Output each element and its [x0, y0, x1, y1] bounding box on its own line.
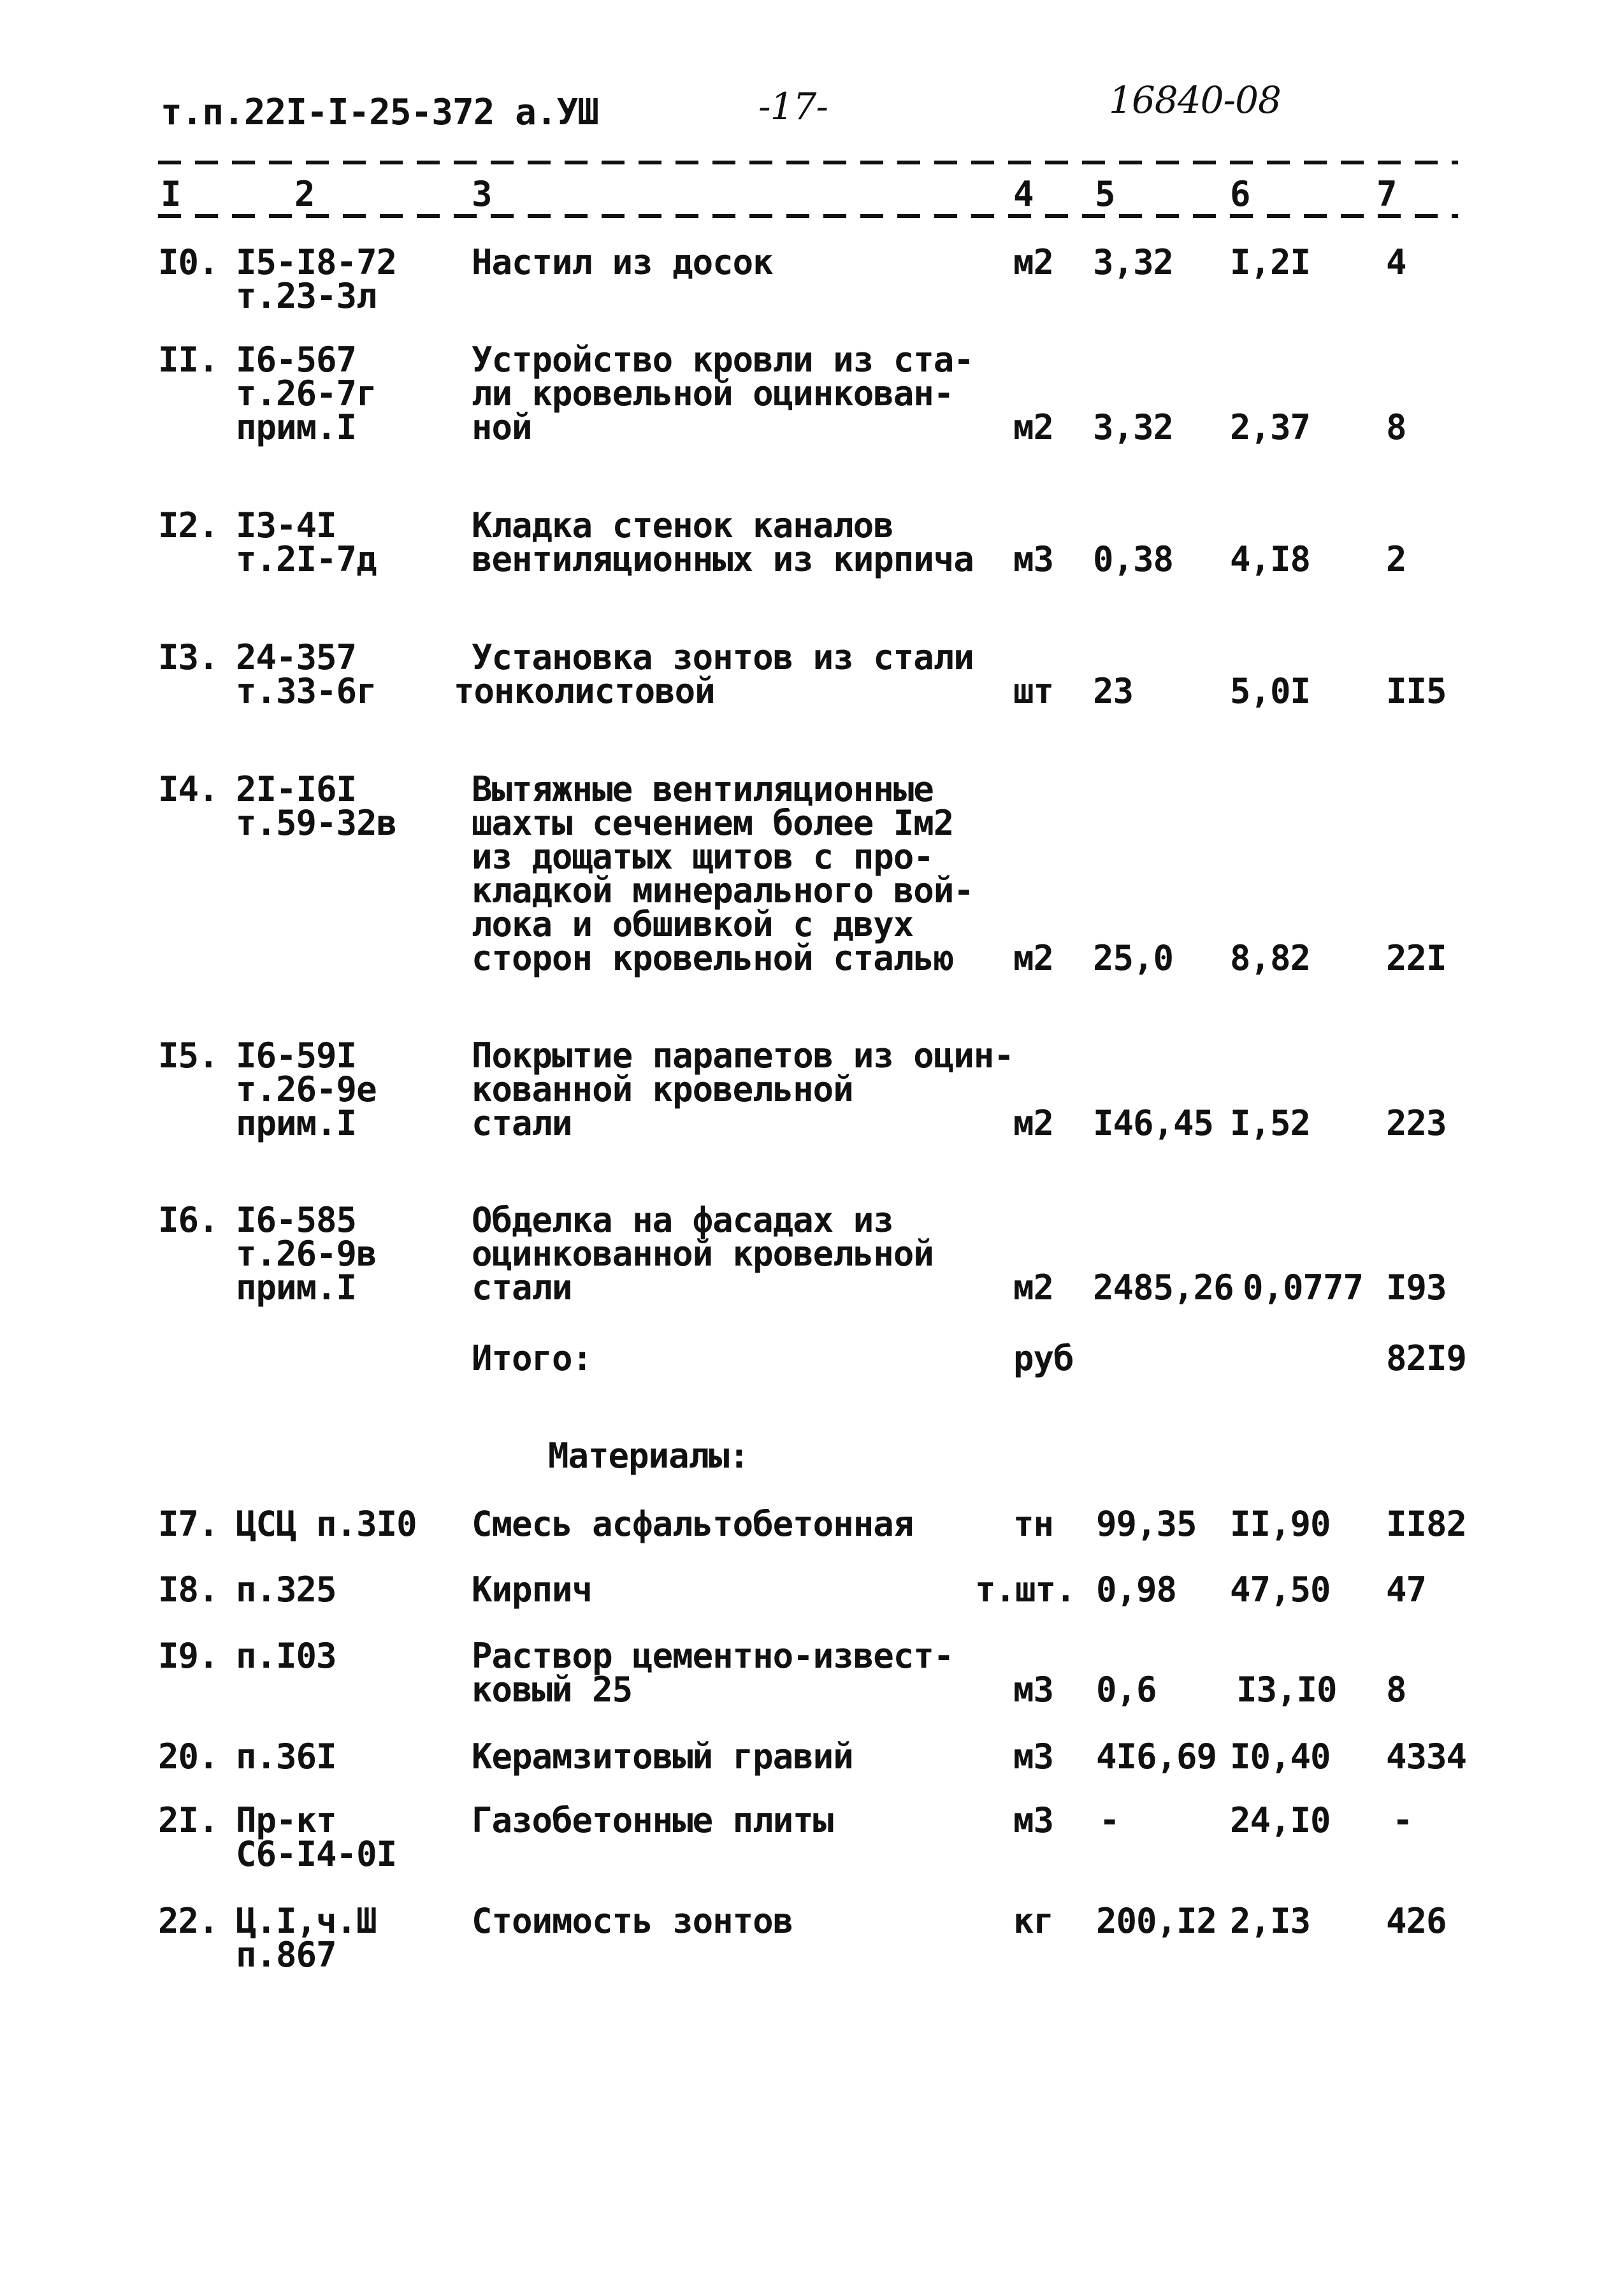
row-number: I4. [158, 769, 219, 809]
unit-price: 24,I0 [1230, 1800, 1331, 1840]
quantity: 3,32 [1093, 407, 1174, 447]
quantity: 4I6,69 [1096, 1736, 1217, 1777]
unit-price: 0,0777 [1243, 1267, 1364, 1308]
quantity: 0,38 [1093, 539, 1174, 579]
header-divider-bottom [158, 214, 1458, 218]
doc-reference: т.п.22I-I-25-372 а.УШ [161, 92, 599, 133]
total-cost: II5 [1386, 671, 1447, 711]
quantity: 25,0 [1093, 938, 1174, 978]
unit-price: 2,I3 [1230, 1901, 1311, 1941]
total-cost: 47 [1386, 1570, 1427, 1610]
column-number: 7 [1376, 174, 1397, 214]
work-description: Устройство кровли из ста- [472, 340, 974, 380]
total-cost: 2 [1386, 539, 1406, 579]
unit: м3 [1013, 1670, 1054, 1710]
work-description: вентиляционных из кирпича [472, 539, 974, 579]
work-description: Обделка на фасадах из [472, 1200, 893, 1240]
unit-price: 2,37 [1230, 407, 1311, 447]
quantity: 0,98 [1096, 1570, 1177, 1610]
row-number: I7. [158, 1504, 219, 1544]
work-description: Покрытие парапетов из оцин- [472, 1036, 1014, 1076]
total-cost: 22I [1386, 938, 1447, 978]
material-description: Стоимость зонтов [472, 1901, 793, 1941]
material-description: Кирпич [472, 1570, 593, 1610]
column-number: 4 [1013, 174, 1034, 214]
unit: м3 [1013, 539, 1054, 579]
rate-code: I3-4I [236, 505, 336, 545]
material-description: Раствор цементно-извест- [472, 1636, 954, 1676]
rate-code: I6-567 [236, 340, 357, 380]
material-description: Керамзитовый гравий [472, 1736, 853, 1777]
quantity: 3,32 [1093, 242, 1174, 282]
work-description: Настил из досок [472, 242, 773, 282]
quantity: 2485,26 [1093, 1267, 1234, 1308]
row-number: II. [158, 340, 219, 380]
work-description: Установка зонтов из стали [472, 637, 974, 677]
total-cost: 8 [1386, 1670, 1406, 1710]
rate-code: прим.I [236, 407, 357, 447]
rate-code: п.325 [236, 1570, 336, 1610]
rate-code: 24-357 [236, 637, 357, 677]
rate-code: I6-585 [236, 1200, 357, 1240]
rate-code: прим.I [236, 1103, 357, 1143]
work-description: Кладка стенок каналов [472, 505, 893, 545]
total-cost: 8 [1386, 407, 1406, 447]
rate-code: т.59-32в [236, 803, 397, 843]
unit: м2 [1013, 1267, 1054, 1308]
quantity: 23 [1093, 671, 1134, 711]
total-cost: 4334 [1386, 1736, 1467, 1777]
rate-code: т.26-9в [236, 1234, 377, 1274]
rate-code: Ц.I,ч.Ш [236, 1901, 377, 1941]
unit-price: I,52 [1230, 1103, 1311, 1143]
rate-code: прим.I [236, 1267, 357, 1308]
subtotal-total: 82I9 [1386, 1338, 1467, 1378]
rate-code: п.I03 [236, 1636, 336, 1676]
total-cost: 4 [1386, 242, 1406, 282]
unit: тн [1013, 1504, 1054, 1544]
rate-code: п.867 [236, 1935, 336, 1975]
row-number: I6. [158, 1200, 219, 1240]
unit-price: I0,40 [1230, 1736, 1331, 1777]
quantity: 99,35 [1096, 1504, 1197, 1544]
unit: кг [1013, 1901, 1054, 1941]
material-description: Газобетонные плиты [472, 1800, 834, 1840]
unit: м3 [1013, 1800, 1054, 1840]
unit-price: I3,I0 [1236, 1670, 1337, 1710]
row-number: I0. [158, 242, 219, 282]
row-number: I8. [158, 1570, 219, 1610]
rate-code: т.26-9е [236, 1069, 377, 1109]
row-number: 20. [158, 1736, 219, 1777]
total-cost: I93 [1386, 1267, 1447, 1308]
unit-price: 5,0I [1230, 671, 1311, 711]
unit: м2 [1013, 242, 1054, 282]
work-description: стали [472, 1267, 572, 1308]
rate-code: т.33-6г [236, 671, 377, 711]
work-description: тонколистовой [454, 671, 715, 711]
work-description: шахты сечением более Iм2 [472, 803, 954, 843]
work-description: оцинкованной кровельной [472, 1234, 934, 1274]
unit-price: 8,82 [1230, 938, 1311, 978]
work-description: ли кровельной оцинкован- [472, 373, 954, 414]
work-description: сторон кровельной сталью [472, 938, 954, 978]
subtotal-unit: руб [1013, 1338, 1074, 1378]
unit-price: II,90 [1230, 1504, 1331, 1544]
work-description: стали [472, 1103, 572, 1143]
column-number: 2 [294, 174, 315, 214]
unit: шт [1013, 671, 1054, 711]
material-description: ковый 25 [472, 1670, 633, 1710]
work-description: Вытяжные вентиляционные [472, 769, 934, 809]
row-number: 2I. [158, 1800, 219, 1840]
total-cost: II82 [1386, 1504, 1467, 1544]
rate-code: Пр-кт [236, 1800, 336, 1840]
unit: м3 [1013, 1736, 1054, 1777]
page-number: -17- [758, 85, 828, 128]
column-number: I [161, 174, 181, 214]
rate-code: ЦСЦ п.3I0 [236, 1504, 417, 1544]
rate-code: С6-I4-0I [236, 1834, 397, 1874]
rate-code: I6-59I [236, 1036, 357, 1076]
unit: м2 [1013, 1103, 1054, 1143]
column-number: 5 [1095, 174, 1115, 214]
quantity: 200,I2 [1096, 1901, 1217, 1941]
quantity: 0,6 [1096, 1670, 1157, 1710]
header-divider-top [158, 161, 1458, 164]
handwritten-code: 16840-08 [1109, 78, 1281, 122]
work-description: лока и обшивкой с двух [472, 904, 914, 944]
unit: м2 [1013, 407, 1054, 447]
materials-heading: Материалы: [548, 1436, 749, 1476]
row-number: I5. [158, 1036, 219, 1076]
rate-code: т.23-3л [236, 276, 377, 316]
column-number: 6 [1230, 174, 1250, 214]
unit-price: I,2I [1230, 242, 1311, 282]
unit-price: 4,I8 [1230, 539, 1311, 579]
row-number: I2. [158, 505, 219, 545]
row-number: I3. [158, 637, 219, 677]
quantity: - [1099, 1800, 1120, 1840]
total-cost: 426 [1386, 1901, 1447, 1941]
row-number: I9. [158, 1636, 219, 1676]
unit: т.шт. [975, 1570, 1076, 1610]
work-description: кладкой минерального вой- [472, 870, 974, 911]
rate-code: 2I-I6I [236, 769, 357, 809]
total-cost: - [1392, 1800, 1413, 1840]
subtotal-label: Итого: [472, 1338, 593, 1378]
rate-code: I5-I8-72 [236, 242, 397, 282]
column-number: 3 [472, 174, 492, 214]
work-description: ной [472, 407, 532, 447]
quantity: I46,45 [1093, 1103, 1214, 1143]
unit-price: 47,50 [1230, 1570, 1331, 1610]
material-description: Смесь асфальтобетонная [472, 1504, 914, 1544]
rate-code: т.26-7г [236, 373, 377, 414]
work-description: из дощатых щитов с про- [472, 837, 934, 877]
rate-code: п.36I [236, 1736, 336, 1777]
work-description: кованной кровельной [472, 1069, 853, 1109]
unit: м2 [1013, 938, 1054, 978]
rate-code: т.2I-7д [236, 539, 377, 579]
total-cost: 223 [1386, 1103, 1447, 1143]
row-number: 22. [158, 1901, 219, 1941]
